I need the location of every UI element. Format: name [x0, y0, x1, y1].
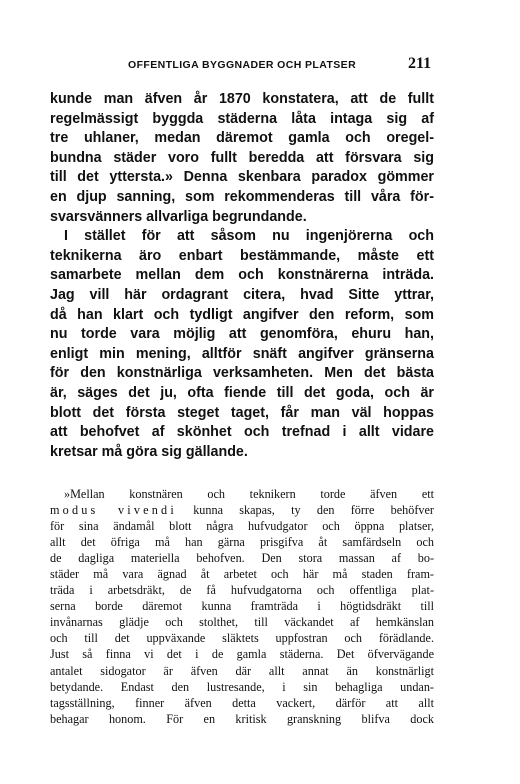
- text-line: för den konstnärliga verksamheten. Men det bästa: [50, 365, 434, 382]
- quote-line: betydande. Endast den lustresande, i sin behagliga undan-: [50, 679, 434, 694]
- text-line: en djup sanning, som rekommenderas till våra för-: [50, 188, 434, 205]
- text-line: är, säges det ju, ofta fiende till det goda, och är: [50, 384, 434, 401]
- quote-line: städer må vara ägnad åt arbetet och här må staden fram-: [50, 567, 434, 582]
- text-line: tre uhlaner, medan däremot gamla och oregel-: [50, 130, 434, 147]
- text-line: Jag vill här ordagrant citera, hvad Sitte yttrar,: [50, 286, 434, 303]
- quote-line: Just så finna vi det i de gamla städerna. Det öfvervägande: [50, 647, 434, 662]
- quote-line: de dagliga materiella behofven. Den stora massan af bo-: [50, 551, 434, 566]
- quote-line-rest: kunna skapas, ty den förre behöfver: [176, 503, 434, 518]
- text-line: teknikerna äro enbart bestämmande, måste ett: [50, 247, 434, 264]
- quote-line: för sina ändamål blott några hufvudgator och öppna platser,: [50, 519, 434, 534]
- text-line: nu torde vara möjlig att genomföra, ehuru han,: [50, 326, 434, 343]
- running-title: OFFENTLIGA BYGGNADER OCH PLATSER: [128, 59, 357, 71]
- text-line: till det yttersta.» Denna skenbara paradox gömmer: [50, 169, 434, 186]
- text-line: enligt min mening, alltför snäft angifver gränserna: [50, 345, 434, 362]
- emphasized-phrase: modus vivendi: [50, 503, 177, 518]
- text-line: att behofvet af skönhet och trefnad i allt vidare: [50, 424, 434, 441]
- page-number: 211: [408, 55, 432, 72]
- quote-line: och till det uppväxande släktets uppfostran och förädlande.: [50, 631, 434, 646]
- text-line: samarbete mellan dem och konstnärerna inträda.: [50, 267, 434, 284]
- text-line: I stället för att såsom nu ingenjörerna och: [64, 228, 434, 245]
- quote-line: [50, 502, 434, 518]
- quote-line: behagar honom. För en kritisk granskning blifva dock: [50, 711, 434, 726]
- text-line: kunde man äfven år 1870 konstatera, att de fullt: [50, 91, 434, 107]
- quote-line: träda i arbetsdräkt, de få hufvudgatorna och offentliga plat-: [50, 583, 434, 598]
- text-line: bundna städer voro fullt beredda att försvara sig: [50, 149, 434, 166]
- quote-line: allt det öfriga må han gärna prisgifva åt samfärdseln och: [50, 535, 434, 550]
- quote-line: »Mellan konstnären och teknikern torde äfven ett: [64, 487, 434, 501]
- text-line: kretsar må göra sig gällande.: [50, 443, 248, 460]
- quote-line: tagsställning, finner äfven detta vackert, därför att allt: [50, 695, 434, 710]
- quote-line: serna borde däremot kunna framträda i högtidsdräkt till: [50, 599, 434, 614]
- text-line: blott det första steget taget, får man väl hoppas: [50, 404, 434, 421]
- text-line: då han klart och tydligt angifver den reform, som: [50, 306, 434, 323]
- quote-line: antalet sidogator är äfven där allt annat än konstnärligt: [50, 663, 434, 678]
- text-line: svarsvänners allvarliga begrundande.: [50, 208, 307, 225]
- main-paragraphs: [50, 90, 434, 462]
- text-line: regelmässigt byggda städerna låta intaga sig af: [50, 110, 434, 127]
- quote-line: invånarnas glädje och stolthet, till väckandet af hemkänslan: [50, 615, 434, 630]
- block-quote: [50, 486, 434, 727]
